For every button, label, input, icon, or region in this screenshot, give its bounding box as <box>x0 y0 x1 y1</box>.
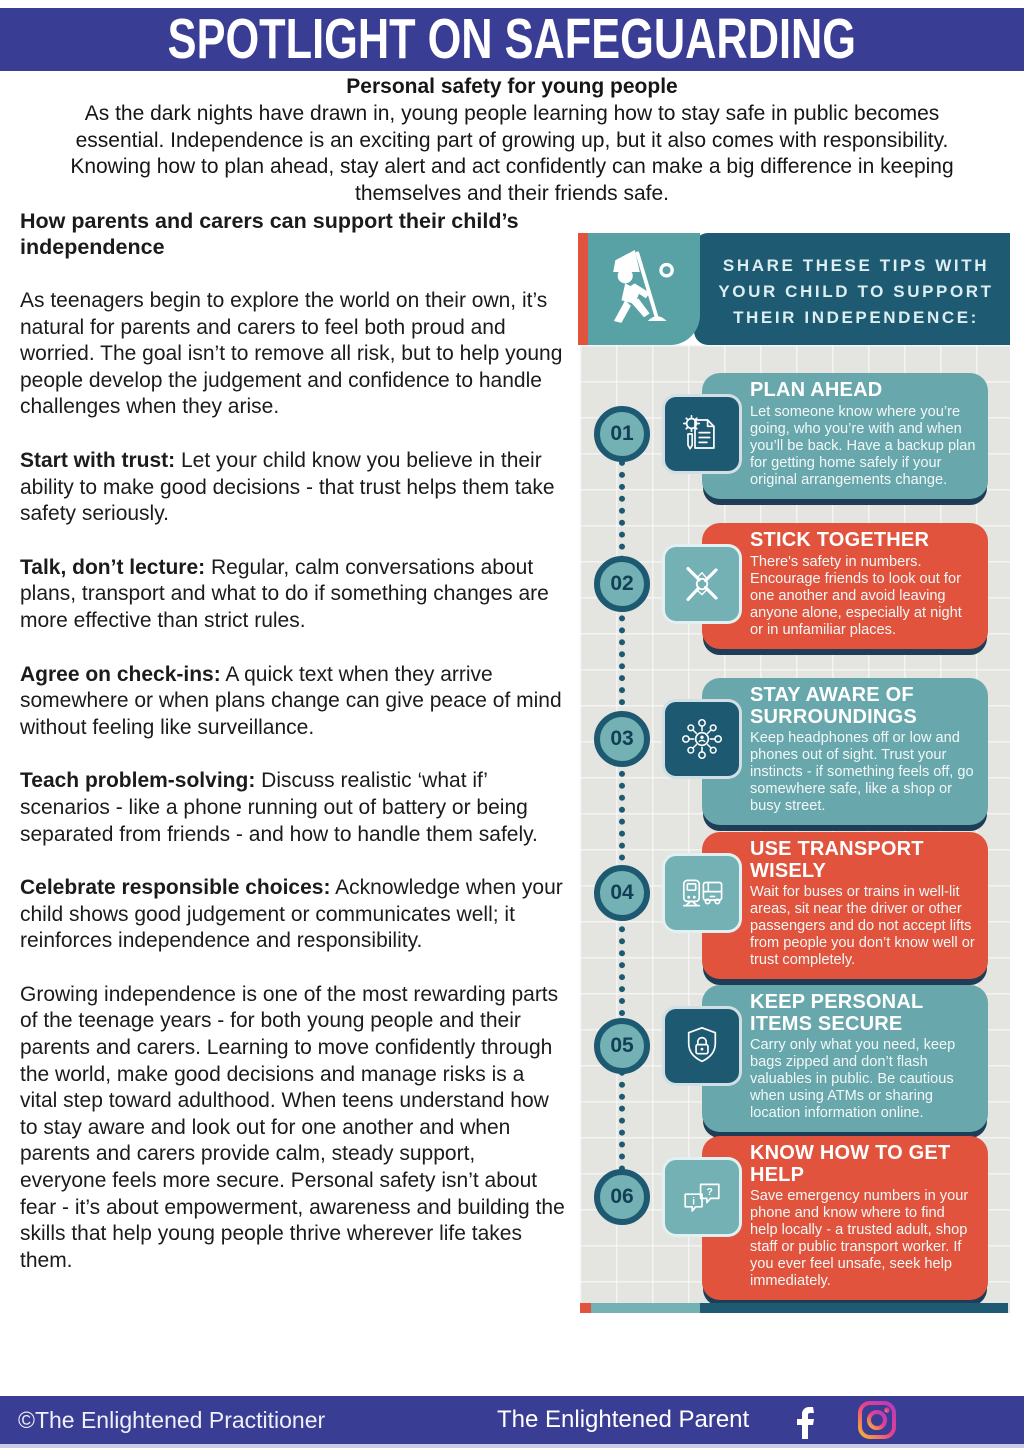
flag-planting-icon <box>588 233 700 345</box>
tip-title: USE TRANSPORT WISELY <box>750 838 924 882</box>
tip-title: KEEP PERSONAL ITEMS SECURE <box>750 991 924 1035</box>
paragraph-lead: Teach problem-solving: <box>20 769 256 793</box>
article-paragraph <box>20 768 565 848</box>
footer-bar-dark-segment <box>700 1303 1008 1313</box>
svg-text:?: ? <box>706 1185 713 1198</box>
tip-card <box>702 678 988 825</box>
article-heading: How parents and carers can support their child’s independence <box>20 209 519 259</box>
step-number-badge <box>594 406 650 462</box>
timeline-dotted-line <box>619 436 625 1196</box>
infographic-body <box>580 345 1010 1313</box>
footer-bar-teal-segment <box>591 1303 700 1313</box>
step-number: 03 <box>610 727 634 750</box>
infographic-header-text: SHARE THESE TIPS WITH YOUR CHILD TO SUPPORT THEIR INDEPENDENCE: <box>718 256 994 327</box>
plan-ahead-icon <box>662 394 742 474</box>
page-footer <box>0 1396 1024 1444</box>
article-paragraph <box>20 448 565 528</box>
svg-text:i: i <box>692 1196 695 1208</box>
footer-bar-orange-segment <box>580 1303 591 1313</box>
tip-text: Save emergency numbers in your phone and know where to find help locally - a trusted adult, shop staff or public transport worker. If you ever feel unsafe, seek help immediately. <box>750 1188 969 1289</box>
paragraph-text: Acknowledge when your child shows good judgement or communicates well; it reinforces independence and responsibility. <box>20 876 563 953</box>
paragraph-lead: Talk, don’t lecture: <box>20 555 206 579</box>
article-paragraph <box>20 662 565 742</box>
step-number: 06 <box>610 1185 634 1208</box>
tip-card <box>702 832 988 979</box>
infographic-panel <box>578 233 1010 1313</box>
article-paragraph <box>20 555 565 635</box>
article-paragraph <box>20 288 565 421</box>
infographic-header <box>578 233 1010 345</box>
tip-text: Carry only what you need, keep bags zipped and don’t flash valuables in public. Be cautious when using ATMs or sharing location information online. <box>750 1037 956 1121</box>
tip-title: STICK TOGETHER <box>750 529 930 551</box>
step-number: 04 <box>610 881 634 904</box>
tip-text: Wait for buses or trains in well-lit areas, sit near the driver or other passengers and do not accept lifts from people you don’t know well or trust completely. <box>750 884 975 968</box>
step-number-badge <box>594 1169 650 1225</box>
step-number-badge <box>594 1018 650 1074</box>
step-number: 05 <box>610 1034 634 1057</box>
secure-items-icon <box>662 1006 742 1086</box>
title-bar <box>0 8 1024 71</box>
tip-card <box>702 1136 988 1300</box>
step-number: 01 <box>610 422 634 445</box>
paragraph-lead: Agree on check-ins: <box>20 662 221 686</box>
get-help-icon <box>662 1157 742 1237</box>
paragraph-text: Discuss realistic ‘what if’ scenarios - like a phone running out of battery or being separated from friends - and how to handle them safely. <box>20 769 538 846</box>
paragraph-lead: Celebrate responsible choices: <box>20 876 331 900</box>
stick-together-icon <box>662 544 742 624</box>
paragraph-text: As teenagers begin to explore the world on their own, it’s natural for parents and carers to feel both proud and worried. The goal isn’t to remove all risk, but to help young people develop the judgement and confidence to handle challenges when they arise. <box>20 289 563 419</box>
infographic-footer-bar <box>580 1303 1010 1313</box>
step-number-badge <box>594 556 650 612</box>
instagram-icon[interactable] <box>856 1399 898 1441</box>
tip-text: Keep headphones off or low and phones out of sight. Trust your instincts - if something feels off, go somewhere safe, like a shop or busy street. <box>750 730 974 814</box>
paragraph-text: Growing independence is one of the most rewarding parts of the teenage years - for both young people and their parents and carers. Learning to move confidently through the world, make good decisions and manage risks is a vital step toward adulthood. When teens understand how to stay aware and look out for one another and when parents and carers provide calm, steady support, everyone feels more secure. Personal safety isn’t about fear - it’s about empowerment, awareness and building the skills that help young people thrive wherever life takes them. <box>20 982 565 1272</box>
paragraph-text: A quick text when they arrive somewhere or when plans change can give peace of mind without feeling like surveillance. <box>20 662 562 739</box>
brand-name: The Enlightened Parent <box>497 1406 750 1433</box>
intro-paragraph: As the dark nights have drawn in, young people learning how to stay safe in public becomes essential. Independence is an exciting part of growing up, but it also comes with responsibility. Knowing how to plan ahead, stay alert and act confidently can make a big difference in keeping themselves and their friends safe. <box>70 102 954 205</box>
infographic-header-card <box>694 233 1010 345</box>
article-paragraph <box>20 982 565 1275</box>
transport-icon <box>662 853 742 933</box>
tip-title: KNOW HOW TO GET HELP <box>750 1142 951 1186</box>
page-title: SPOTLIGHT ON SAFEGUARDING <box>167 7 857 71</box>
accent-stripe <box>578 233 588 345</box>
tip-text: There's safety in numbers. Encourage friends to look out for one another and avoid leaving anyone alone, especially at night or in unfamiliar places. <box>750 553 962 638</box>
tip-title: PLAN AHEAD <box>750 379 883 401</box>
article-paragraph <box>20 875 565 955</box>
step-number-badge <box>594 865 650 921</box>
paragraph-lead: Start with trust: <box>20 448 176 472</box>
tip-text: Let someone know where you’re going, who you’re with and when you’ll be back. Have a backup plan for getting home safely if your original arrangements change. <box>750 403 976 488</box>
copyright-text: ©The Enlightened Practitioner <box>18 1407 326 1433</box>
step-number-badge <box>594 711 650 767</box>
tip-title: STAY AWARE OF SURROUNDINGS <box>750 684 917 728</box>
tip-card <box>702 373 988 499</box>
stay-aware-icon <box>662 699 742 779</box>
paragraph-text: Regular, calm conversations about plans, transport and what to do if something changes are more effective than strict rules. <box>20 555 549 632</box>
paragraph-text: Let your child know you believe in their ability to make good decisions - that trust helps them take safety seriously. <box>20 448 555 526</box>
facebook-icon[interactable] <box>793 1401 823 1439</box>
tip-card <box>702 523 988 649</box>
step-number: 02 <box>610 572 634 595</box>
tip-card <box>702 985 988 1132</box>
subtitle: Personal safety for young people <box>346 75 678 98</box>
article-column <box>20 208 565 1301</box>
bottom-strip <box>0 1444 1024 1448</box>
